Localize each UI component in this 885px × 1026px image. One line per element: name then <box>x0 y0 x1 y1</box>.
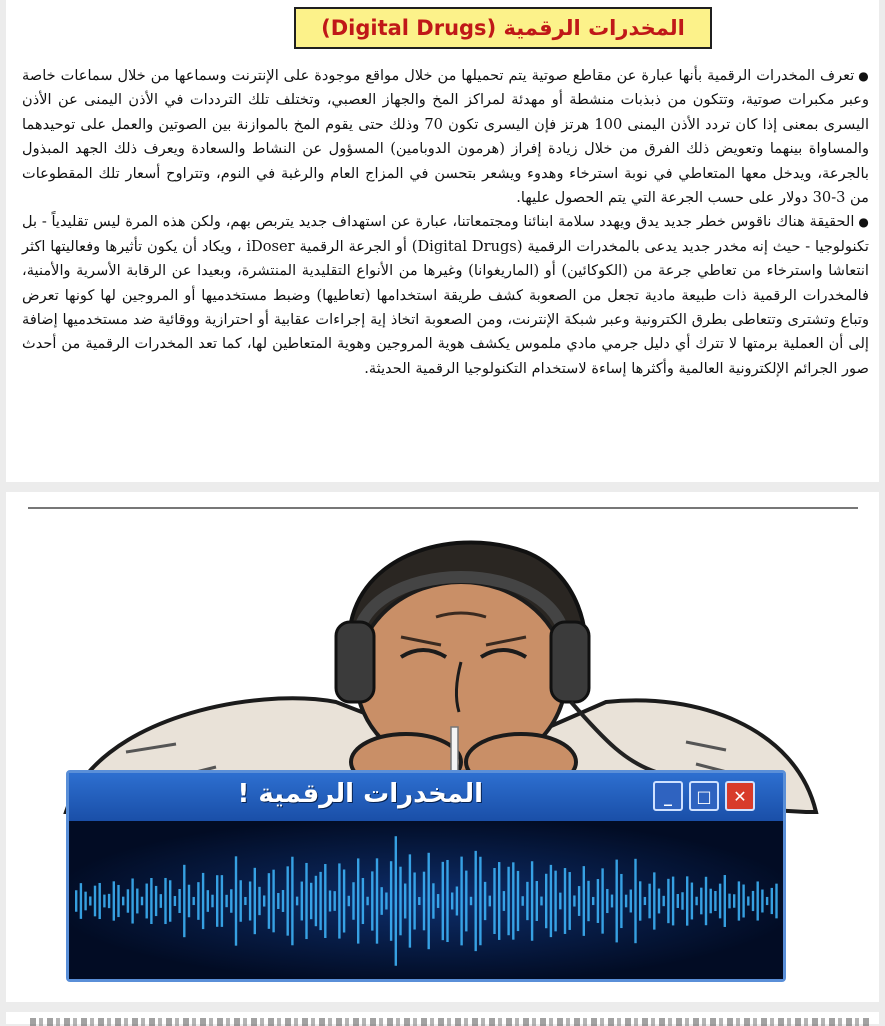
wave-bar <box>667 879 669 923</box>
bullet-icon: ● <box>858 215 869 230</box>
wave-bar <box>757 881 759 920</box>
wave-bar <box>357 858 359 943</box>
wave-bar <box>644 897 646 905</box>
wave-bar <box>343 869 345 932</box>
wave-bar <box>710 889 712 914</box>
wave-bar <box>174 896 176 906</box>
wave-bar <box>94 886 96 917</box>
wave-bar <box>587 881 589 921</box>
wave-bar <box>724 875 726 927</box>
wave-bar <box>663 896 665 906</box>
wave-bar <box>348 896 350 906</box>
wave-bar <box>616 860 618 943</box>
wave-bar <box>381 887 383 915</box>
close-icon: ✕ <box>733 786 747 806</box>
window-content <box>69 821 783 979</box>
wave-bar <box>160 894 162 908</box>
wave-bar <box>766 897 768 905</box>
wave-bar <box>470 897 472 905</box>
wave-bar <box>84 892 86 911</box>
wave-bar <box>465 871 467 932</box>
wave-bar <box>597 879 599 923</box>
wave-bar <box>517 871 519 931</box>
wave-bar <box>169 880 171 921</box>
wave-bar <box>277 893 279 909</box>
wave-bar <box>719 884 721 919</box>
wave-bar <box>705 877 707 925</box>
wave-bar <box>545 874 547 928</box>
headphone-left-cup <box>336 622 374 702</box>
wave-bar <box>733 894 735 907</box>
wave-bar <box>178 889 180 913</box>
wave-bar <box>334 891 336 911</box>
wave-bar <box>202 873 204 929</box>
wave-bar <box>89 896 91 905</box>
wave-bar <box>564 868 566 934</box>
wave-bar <box>366 897 368 905</box>
wave-bar <box>601 868 603 933</box>
wave-bar <box>183 865 185 937</box>
window-titlebar <box>69 773 783 821</box>
minimize-button[interactable] <box>653 781 683 811</box>
wave-bar <box>291 857 293 946</box>
wave-bar <box>503 891 505 911</box>
wave-bar <box>677 894 679 908</box>
wave-bar <box>592 897 594 905</box>
wave-bar <box>442 862 444 940</box>
wave-bar <box>752 891 754 911</box>
wave-bar <box>216 875 218 927</box>
wave-bar <box>639 881 641 920</box>
wave-bar <box>99 883 101 919</box>
wave-bar <box>155 886 157 916</box>
wave-bar <box>695 897 697 906</box>
wave-bar <box>432 883 434 918</box>
wave-bar <box>456 886 458 915</box>
paragraph-1 <box>22 64 869 210</box>
maximize-icon: □ <box>696 786 712 806</box>
wave-bar <box>409 854 411 947</box>
article-title-box <box>294 7 712 49</box>
wave-bar <box>522 896 524 906</box>
wave-bar <box>475 851 477 951</box>
paragraph-1-text: تعرف المخدرات الرقمية بأنها عبارة عن مقاطع صوتية يتم تحميلها من خلال مواقع موجودة على الإنترنت وسماعها من خلال سماعات خاصة وعبر مكبرات صوتية، وتتكون من ذبذبات منشطة أو مهدئة لمراكز المخ والجهاز العصبي، وتختلف تلك الترددات في الأذن اليمنى عن الأذن اليسرى بمعنى إذا كان تردد الأذن اليمنى 100 هرتز فإن اليسرى تكون 70 وذلك حتى يقوم المخ بالموازنة بين الصوتين والعمل على توحيدهما والمساواة بينهما وتعويض ذلك الفرق من خلال زيادة إفراز (هرمون الدوبامين) المسؤول عن النشاط والسعادة ويعرف ذلك الجهد المبذول بالجرعة، ويدخل معها المتعاطي في نوبة استرخاء وهدوء ويشعر بتحسن في المزاج العام والرغبة في النوم، وتتراوح أسعار تلك المقطوعات من 3-30 دولار على حسب الجرعة التي يتم الحصول عليها. <box>22 67 869 207</box>
wave-bar <box>728 894 730 909</box>
wave-bar <box>423 872 425 931</box>
wave-bar <box>451 893 453 910</box>
wave-bar <box>131 878 133 923</box>
wave-bar <box>569 872 571 930</box>
wave-bar <box>775 884 777 919</box>
wave-bar <box>625 895 627 908</box>
wave-bar <box>75 890 77 912</box>
wave-bar <box>742 885 744 918</box>
wave-bar <box>127 889 129 912</box>
wave-bar <box>446 860 448 942</box>
wave-bar <box>225 895 227 907</box>
wave-bar <box>611 895 613 908</box>
wave-bar <box>258 887 260 915</box>
article-title: المخدرات الرقمية (Digital Drugs) <box>321 16 685 40</box>
wave-bar <box>211 895 213 908</box>
wave-bar <box>146 884 148 919</box>
wave-bar <box>498 862 500 940</box>
wave-bar <box>230 889 232 912</box>
wave-bar <box>164 878 166 924</box>
paragraph-2 <box>22 210 869 381</box>
wave-bar <box>526 882 528 920</box>
wave-bar <box>460 857 462 946</box>
wave-bar <box>418 897 420 905</box>
wave-bar <box>390 861 392 941</box>
wave-bar <box>329 890 331 911</box>
wave-bar <box>738 881 740 920</box>
wave-bar <box>606 889 608 913</box>
wave-bar <box>272 870 274 933</box>
wave-bar <box>413 872 415 929</box>
wave-bar <box>700 888 702 915</box>
headphone-right-cup <box>551 622 589 702</box>
wave-bar <box>554 871 556 932</box>
wave-bar <box>136 889 138 914</box>
wave-bar <box>287 866 289 935</box>
wave-bar <box>117 885 119 917</box>
wave-bar <box>268 873 270 929</box>
wave-bar <box>108 894 110 908</box>
wave-bar <box>207 890 209 912</box>
wave-bar <box>282 890 284 912</box>
window-title: المخدرات الرقمية ! <box>237 779 483 809</box>
wave-bar <box>404 884 406 919</box>
wave-bar <box>540 897 542 906</box>
wave-bar <box>672 877 674 926</box>
wave-bar <box>113 881 115 920</box>
wave-bar <box>254 868 256 934</box>
article-body <box>22 64 869 381</box>
wave-bar <box>578 886 580 916</box>
wave-bar <box>620 874 622 928</box>
wave-bar <box>188 885 190 918</box>
wave-bar <box>583 866 585 936</box>
wave-bar <box>761 890 763 913</box>
wave-bar <box>630 890 632 913</box>
wave-bar <box>493 868 495 934</box>
wave-bar <box>559 893 561 910</box>
illustration-page <box>6 492 879 1002</box>
paragraph-2-text: الحقيقة هناك ناقوس خطر جديد يدق ويهدد سلامة ابنائنا ومجتمعاتنا، عبارة عن استهداف جديد يتربص بهم، ولكن هذه المرة ليس تقليدياً - بل تكنولوجيا - حيث إنه مخدر جديد يدعى بالمخدرات الرقمية (Digital Drugs) أو الجرعة الرقمية iDoser ، ويكاد أن يكون تأثيرها وفعاليتها اكثر انتعاشا واسترخاء من تعاطي جرعة من (الكوكائين) أو (الماريغوانا) وغيرها من الأنواع التقليدية المنتشرة، وبعيدا عن الرقابة الأسرية والأمنية، فالمخدرات الرقمية ذات طبيعة مادية تجعل من الصعوبة كشف طريقة استخدامها (تعاطيها) وضبط مستخدميها أو المروجين لها كونها تعرض وتباع وتشترى وتتعاطى بطرق الكترونية وعبر شبكة الإنترنت، ومن الصعوبة اتخاذ إية إجراءات عقابية أو احترازية ووقائية ضد مستخدميها إضافة إلى أن العملية برمتها لا تترك أي دليل جرمي مادي ملموس يكشف هوية المروجين وهوية المتعاطين لها، كما تعد المخدرات الرقمية من أحدث صور الجرائم الإلكترونية العالمية وأكثرها إساءة لاستخدام التكنولوجيا الرقمية الحديثة. <box>22 213 869 377</box>
wave-bar <box>437 894 439 908</box>
wave-bar <box>714 891 716 911</box>
next-page-edge <box>6 1012 879 1024</box>
wave-bar <box>263 895 265 906</box>
wave-bar <box>103 895 105 908</box>
wave-bar <box>296 897 298 906</box>
wave-bar <box>648 884 650 919</box>
wave-bar <box>484 882 486 920</box>
wave-bar <box>315 876 317 926</box>
wave-bar <box>771 888 773 914</box>
article-page <box>6 0 879 482</box>
maximize-button[interactable] <box>689 781 719 811</box>
wave-bar <box>235 856 237 945</box>
wave-bar <box>244 897 246 905</box>
wave-bar <box>428 853 430 949</box>
wave-bar <box>352 882 354 920</box>
wave-bar <box>395 836 397 966</box>
wave-bar <box>376 858 378 943</box>
wave-bar <box>691 883 693 920</box>
wave-bar <box>150 878 152 924</box>
wave-bar <box>362 878 364 924</box>
wave-bar <box>550 865 552 937</box>
wave-bar <box>399 867 401 936</box>
wave-bar <box>658 889 660 914</box>
sound-wave-graphic <box>69 821 783 979</box>
wave-bar <box>221 875 223 927</box>
divider-line <box>28 507 858 509</box>
wave-bar <box>141 897 143 906</box>
wave-bar <box>686 876 688 925</box>
bullet-icon: ● <box>858 69 869 83</box>
wave-bar <box>301 882 303 921</box>
cut-off-text-line <box>30 1018 870 1026</box>
wave-bar <box>507 867 509 935</box>
wave-bar <box>310 883 312 919</box>
wave-bar <box>371 871 373 930</box>
wave-bar <box>531 861 533 940</box>
wave-bar <box>489 896 491 907</box>
wave-bar <box>249 881 251 920</box>
minimize-icon: _ <box>664 786 672 806</box>
wave-bar <box>122 897 124 906</box>
wave-bar <box>479 857 481 945</box>
wave-bar <box>80 883 82 919</box>
digital-drugs-window <box>66 770 786 982</box>
wave-bar <box>385 893 387 910</box>
wave-bar <box>240 880 242 922</box>
wave-bar <box>681 892 683 910</box>
wave-bar <box>512 862 514 939</box>
close-button[interactable] <box>725 781 755 811</box>
wave-bar <box>747 896 749 905</box>
wave-bar <box>338 863 340 938</box>
wave-bar <box>324 864 326 938</box>
wave-bar <box>319 872 321 930</box>
wave-bar <box>536 881 538 921</box>
wave-bar <box>193 897 195 905</box>
wave-bar <box>305 863 307 939</box>
wave-bar <box>573 895 575 906</box>
wave-bar <box>197 882 199 920</box>
wave-bar <box>653 872 655 929</box>
wave-bar <box>634 859 636 943</box>
